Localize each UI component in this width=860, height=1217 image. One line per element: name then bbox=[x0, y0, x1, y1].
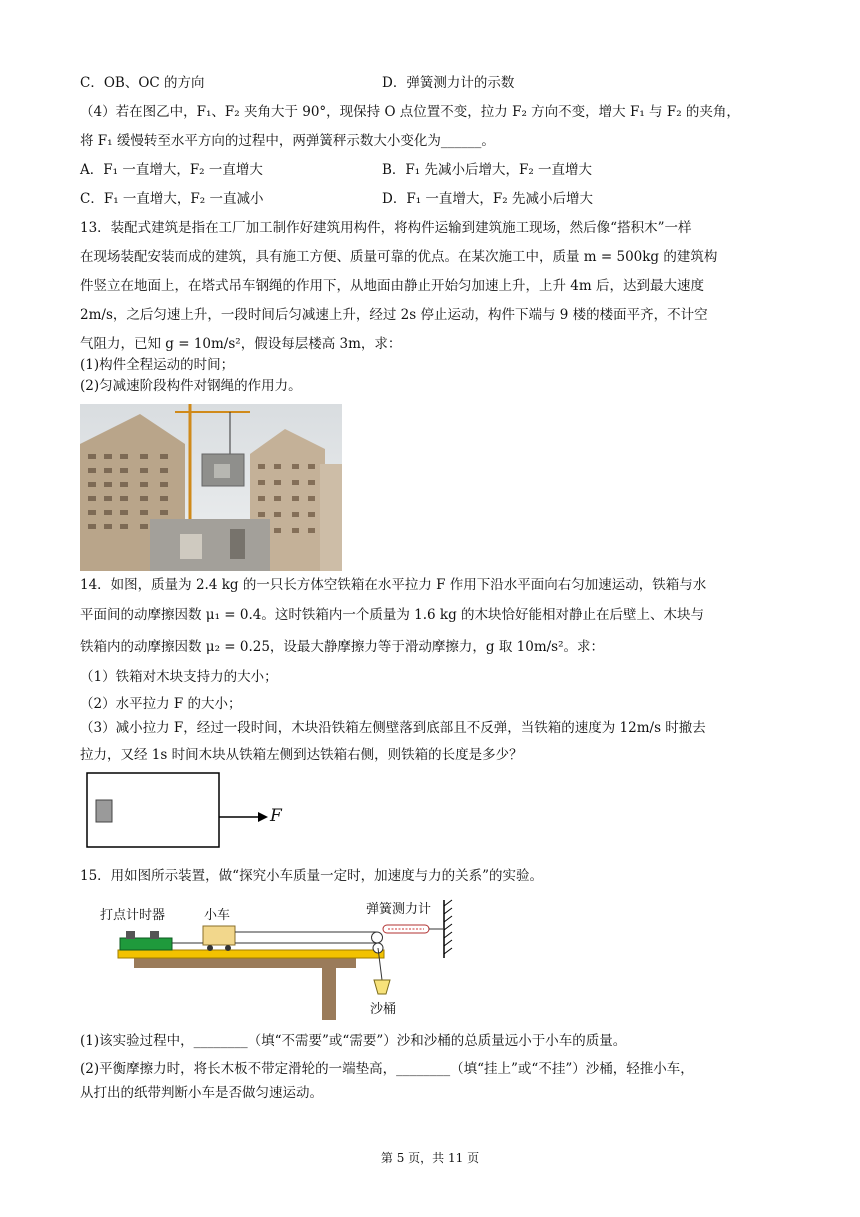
force-arrow-head bbox=[258, 812, 268, 822]
force-label: F bbox=[270, 806, 282, 826]
q13-line2: 在现场装配安装而成的建筑，具有施工方便、质量可靠的优点。在某次施工中，质量 m = 500kg 的建筑构 bbox=[80, 249, 718, 265]
q14-line1: 14．如图，质量为 2.4 kg 的一只长方体空铁箱在水平拉力 F 作用下沿水平面向右匀加速运动，铁箱与水 bbox=[80, 577, 707, 593]
cart-body bbox=[203, 926, 235, 945]
q14-item3-line2: 拉力，又经 1s 时间木块从铁箱左侧到达铁箱右侧，则铁箱的长度是多少？ bbox=[80, 747, 523, 763]
label-spring-scale: 弹簧测力计 bbox=[366, 902, 432, 917]
q12-sub4-line2: 将 F₁ 缓慢转至水平方向的过程中，两弹簧秤示数大小变化为______。 bbox=[80, 133, 495, 149]
timer-base bbox=[120, 938, 172, 950]
q14-item3-line1: （3）减小拉力 F，经过一段时间，木块沿铁箱左侧壁落到底部且不反弹，当铁箱的速度为 12m/s 时撤去 bbox=[80, 720, 706, 736]
wood-block bbox=[96, 800, 112, 822]
q12-answer-d: D．F₁ 一直增大，F₂ 先减小后增大 bbox=[382, 191, 593, 207]
q15-item2-line1: (2)平衡摩擦力时，将长木板不带定滑轮的一端垫高，________（填“挂上”或“不挂”）沙桶，轻推小车， bbox=[80, 1061, 694, 1077]
q12-option-d: D．弹簧测力计的示数 bbox=[382, 75, 515, 91]
q15-line1: 15．用如图所示装置，做“探究小车质量一定时，加速度与力的关系”的实验。 bbox=[80, 868, 543, 884]
table-top bbox=[134, 958, 356, 968]
table-leg bbox=[322, 968, 336, 1020]
q13-line4: 2m/s，之后匀速上升，一段时间后匀减速上升，经过 2s 停止运动，构件下端与 9 楼的楼面平齐，不计空 bbox=[80, 307, 708, 323]
label-bucket: 沙桶 bbox=[370, 1002, 397, 1017]
sand-bucket bbox=[374, 980, 390, 994]
q12-answer-b: B．F₁ 先减小后增大，F₂ 一直增大 bbox=[382, 162, 593, 178]
iron-box-diagram bbox=[86, 772, 296, 848]
q14-line2: 平面间的动摩擦因数 μ₁ = 0.4。这时铁箱内一个质量为 1.6 kg 的木块恰好能相对静止在后壁上、木块与 bbox=[80, 607, 705, 623]
q13-line3: 件竖立在地面上，在塔式吊车钢绳的作用下，从地面由静止开始匀加速上升，上升 4m 后，达到最大速度 bbox=[80, 278, 704, 294]
q15-item2-line2: 从打出的纸带判断小车是否做匀速运动。 bbox=[80, 1085, 323, 1101]
long-board bbox=[118, 950, 384, 958]
q13-item1: (1)构件全程运动的时间； bbox=[80, 357, 235, 373]
q14-line3: 铁箱内的动摩擦因数 μ₂ = 0.25，设最大静摩擦力等于滑动摩擦力，g 取 10m/s²。求： bbox=[80, 639, 605, 655]
q15-item1: (1)该实验过程中，________（填“不需要”或“需要”）沙和沙桶的总质量远小于小车的质量。 bbox=[80, 1033, 627, 1049]
q14-item2: （2）水平拉力 F 的大小； bbox=[80, 696, 242, 712]
q13-item2: (2)匀减速阶段构件对钢绳的作用力。 bbox=[80, 378, 302, 394]
q12-answer-a: A．F₁ 一直增大，F₂ 一直增大 bbox=[80, 162, 263, 178]
apparatus-diagram bbox=[100, 898, 462, 1020]
q14-item1: （1）铁箱对木块支持力的大小； bbox=[80, 669, 278, 685]
page-footer: 第 5 页，共 11 页 bbox=[380, 1151, 480, 1165]
q12-answer-c: C．F₁ 一直增大，F₂ 一直减小 bbox=[80, 191, 264, 207]
q13-line1: 13．装配式建筑是指在工厂加工制作好建筑用构件，将构件运输到建筑施工现场，然后像“搭积木”一样 bbox=[80, 220, 692, 236]
q12-sub4-line1: （4）若在图乙中，F₁、F₂ 夹角大于 90°，现保持 O 点位置不变，拉力 F₂ 方向不变，增大 F₁ 与 F₂ 的夹角， bbox=[80, 104, 740, 120]
construction-photo bbox=[80, 404, 342, 571]
q13-line5: 气阻力，已知 g = 10m/s²，假设每层楼高 3m，求： bbox=[80, 336, 402, 352]
label-timer: 打点计时器 bbox=[100, 908, 166, 923]
q12-option-c: C．OB、OC 的方向 bbox=[80, 75, 205, 91]
label-cart: 小车 bbox=[204, 908, 231, 923]
